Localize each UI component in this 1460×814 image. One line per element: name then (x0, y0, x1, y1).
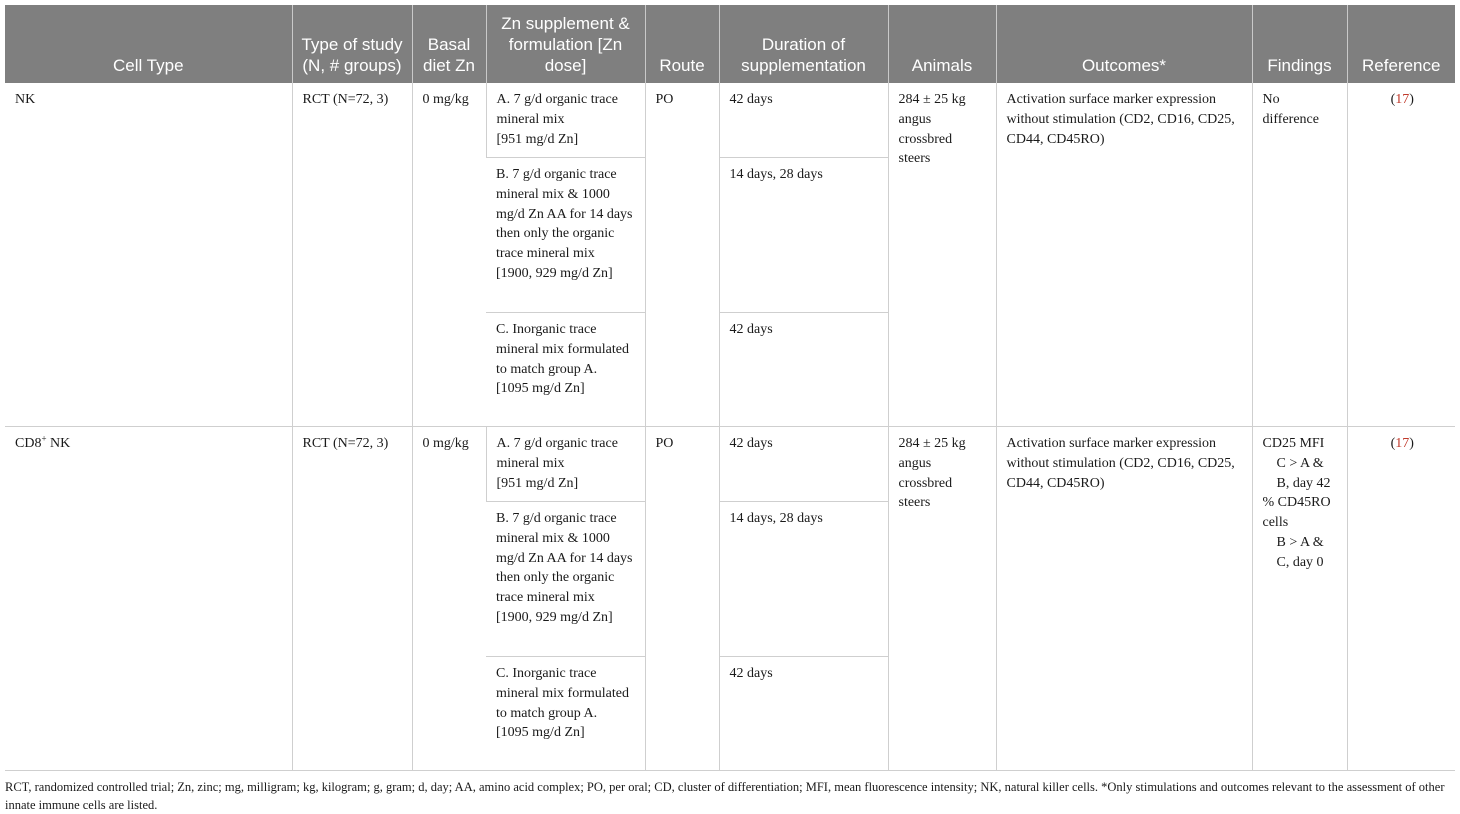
animals: 284 ± 25 kg angus crossbred steers (888, 427, 996, 771)
header-outcomes: Outcomes* (996, 5, 1252, 83)
basal-diet-zn: 0 mg/kg (412, 427, 486, 771)
supplement-formulation: C. Inorganic trace mineral mix formulated to match group A. (496, 322, 629, 377)
cell-type-suffix: NK (46, 436, 71, 451)
supplement-cell (486, 427, 645, 502)
table-row (5, 83, 1455, 158)
findings (1252, 427, 1347, 771)
zn-dose: [1900, 929 mg/d Zn] (496, 265, 613, 281)
supplement-cell (486, 83, 645, 158)
header-basal-diet: Basal diet Zn (412, 5, 486, 83)
header-row (5, 5, 1455, 83)
duration: 14 days, 28 days (719, 502, 888, 657)
reference-close-paren: ) (1409, 436, 1414, 451)
header-supplement: Zn supplement & formulation [Zn dose] (486, 5, 645, 83)
cell-type (5, 427, 292, 771)
outcomes: Activation surface marker expression without stimulation (CD2, CD16, CD25, CD44, CD45RO) (996, 427, 1252, 771)
zn-dose: [1900, 929 mg/d Zn] (496, 609, 613, 625)
header-findings: Findings (1252, 5, 1347, 83)
finding-line: C > A & B, day 42 (1276, 455, 1331, 491)
reference-close-paren: ) (1409, 92, 1414, 107)
route: PO (645, 427, 719, 771)
duration: 14 days, 28 days (719, 158, 888, 313)
header-study-type: Type of study (N, # groups) (292, 5, 412, 83)
reference-link[interactable]: 17 (1395, 92, 1410, 107)
animals: 284 ± 25 kg angus crossbred steers (888, 83, 996, 427)
cell-type-label: CD8 (15, 436, 42, 451)
reference-open-paren: ( (1390, 92, 1396, 107)
supplement-formulation: B. 7 g/d organic trace mineral mix & 1000 mg/d Zn AA for 14 days then only the organic trace mineral mix (496, 511, 633, 606)
zn-dose: [951 mg/d Zn] (496, 475, 579, 491)
supplement-formulation: C. Inorganic trace mineral mix formulated to match group A. (496, 666, 629, 721)
header-animals: Animals (888, 5, 996, 83)
reference-link[interactable]: 17 (1395, 436, 1410, 451)
zn-dose: [1095 mg/d Zn] (496, 725, 585, 741)
zn-dose: [1095 mg/d Zn] (496, 381, 585, 397)
duration: 42 days (719, 313, 888, 427)
study-type: RCT (N=72, 3) (292, 83, 412, 427)
table-footnote: RCT, randomized controlled trial; Zn, zinc; mg, milligram; kg, kilogram; g, gram; d, day; AA, amino acid complex; PO, per oral; CD, cluster of differentiation; MFI, mean fluorescence intensity; NK, natural killer cells. *Only stimulations and outcomes relevant to the assessment of other innate immune cells are listed. (5, 780, 1445, 812)
route: PO (645, 83, 719, 427)
finding-line: B > A & C, day 0 (1276, 534, 1324, 570)
table-row (5, 427, 1455, 502)
cell-type-label: NK (15, 92, 36, 107)
supplement-cell (486, 313, 645, 427)
duration: 42 days (719, 83, 888, 158)
table-container (5, 5, 1455, 814)
supplement-formulation: A. 7 g/d organic trace mineral mix (496, 436, 618, 471)
header-cell-type: Cell Type (5, 5, 292, 83)
duration: 42 days (719, 427, 888, 502)
finding-line: % CD45RO cells (1262, 495, 1331, 531)
reference (1347, 427, 1455, 771)
cell-type-superscript: + (41, 433, 47, 444)
cell-type (5, 83, 292, 427)
zn-dose: [951 mg/d Zn] (496, 131, 579, 147)
header-route: Route (645, 5, 719, 83)
supplement-cell (486, 158, 645, 313)
reference (1347, 83, 1455, 427)
supplement-formulation: A. 7 g/d organic trace mineral mix (496, 92, 618, 127)
finding-line: No difference (1262, 92, 1319, 127)
zinc-supplementation-table (5, 5, 1455, 771)
reference-open-paren: ( (1390, 436, 1396, 451)
duration: 42 days (719, 657, 888, 771)
findings (1252, 83, 1347, 427)
basal-diet-zn: 0 mg/kg (412, 83, 486, 427)
outcomes: Activation surface marker expression without stimulation (CD2, CD16, CD25, CD44, CD45RO) (996, 83, 1252, 427)
finding-line: CD25 MFI (1262, 436, 1325, 451)
supplement-cell (486, 657, 645, 771)
supplement-formulation: B. 7 g/d organic trace mineral mix & 1000 mg/d Zn AA for 14 days then only the organic trace mineral mix (496, 167, 633, 262)
header-reference: Reference (1347, 5, 1455, 83)
supplement-cell (486, 502, 645, 657)
study-type: RCT (N=72, 3) (292, 427, 412, 771)
header-duration: Duration of supplementation (719, 5, 888, 83)
